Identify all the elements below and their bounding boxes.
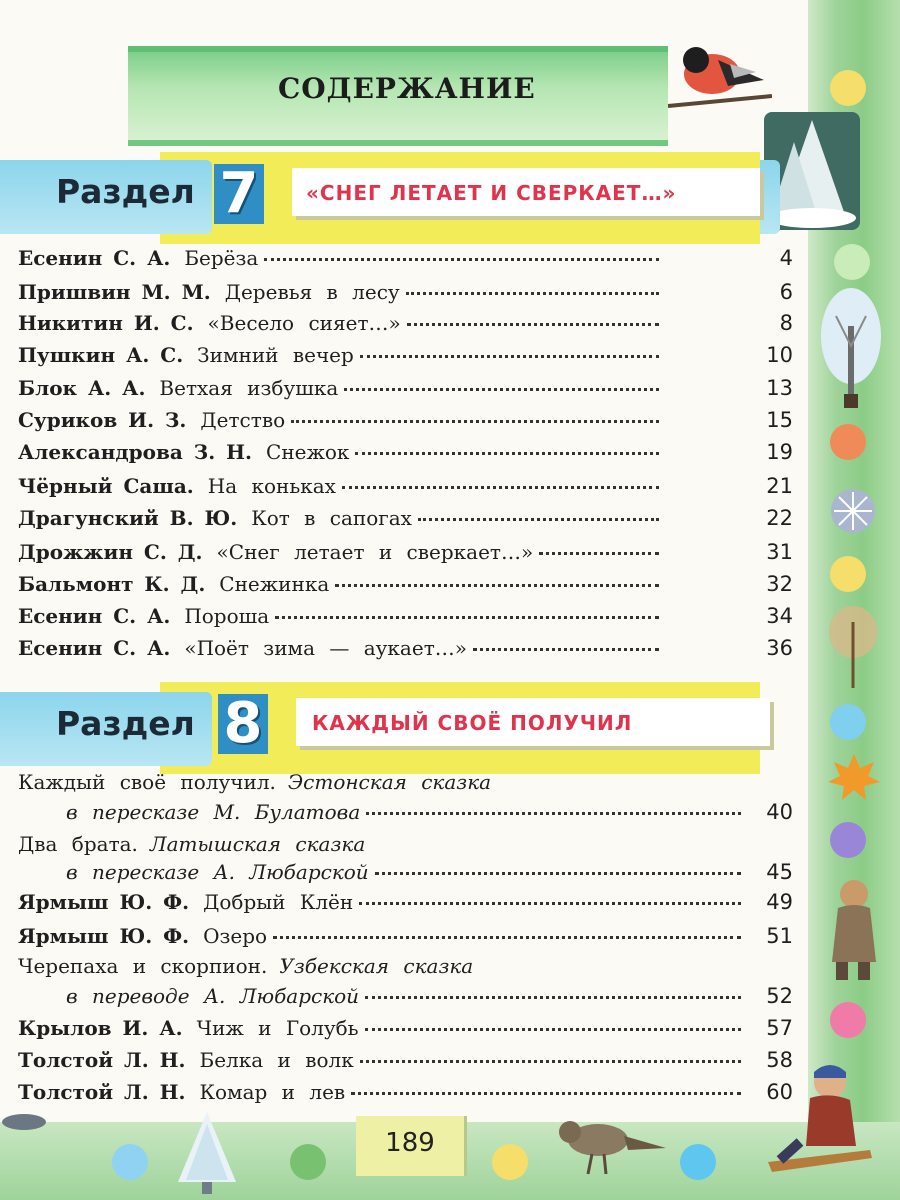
entry-title: Снежинка [219,572,330,596]
toc-entry[interactable] [18,954,793,984]
entry-page: 60 [766,1080,793,1104]
entry-title: Зимний вечер [197,343,354,367]
toc-entry[interactable] [18,832,793,862]
toc-entry[interactable] [18,506,793,536]
entry-author: Никитин И. С. [18,311,194,335]
toc-entry[interactable] [18,924,793,954]
entry-title: Комар и лев [199,1080,346,1104]
entry-title: Озеро [203,924,268,948]
moon-icon [0,1112,60,1182]
decor-dot-purple [830,822,866,858]
section-8-title: КАЖДЫЙ СВОЁ ПОЛУЧИЛ [312,711,633,735]
dot-leader [365,1028,741,1031]
entry-author: Толстой Л. Н. [18,1048,186,1072]
sled-boy-icon [760,1058,880,1188]
bare-tree-icon [826,602,880,688]
decor-dot-blue [112,1144,148,1180]
entry-author: Крылов И. А. [18,1016,183,1040]
toc-entry[interactable] [18,636,793,666]
entry-page: 8 [779,311,793,335]
entry-title: Пороша [184,604,270,628]
toc-entry[interactable] [18,1080,793,1110]
decor-dot-green [290,1144,326,1180]
decor-dot-blue [830,704,866,740]
snowflake-icon [830,488,876,534]
entry-page: 32 [766,572,793,596]
toc-entry[interactable] [18,572,793,602]
entry-page: 40 [766,800,793,824]
toc-entry[interactable] [18,604,793,634]
toc-entry[interactable] [18,311,793,341]
entry-page: 52 [766,984,793,1008]
dot-leader [406,292,659,295]
entry-title: Снежок [266,440,350,464]
entry-author: Есенин С. А. [18,246,171,270]
entry-author: Суриков И. З. [18,408,187,432]
dot-leader [275,616,659,619]
decor-dot-yellow [830,556,866,592]
dot-leader [355,452,659,455]
entry-title: Детство [200,408,286,432]
entry-page: 10 [766,343,793,367]
toc-entry[interactable] [18,890,793,920]
toc-entry[interactable] [18,376,793,406]
decor-dot-blue [680,1144,716,1180]
entry-title: На коньках [207,474,336,498]
entry-page: 4 [779,246,793,270]
dot-leader [335,584,659,587]
decor-dot-yellow [830,70,866,106]
entry-title: Белка и волк [199,1048,354,1072]
toc-entry-continued[interactable] [18,800,793,830]
entry-title: Деревья в лесу [224,280,400,304]
entry-title: Черепаха и скорпион. [18,954,268,978]
toc-entry[interactable] [18,540,793,570]
toc-entry[interactable] [18,246,793,276]
entry-page: 31 [766,540,793,564]
entry-author: Дрожжин С. Д. [18,540,203,564]
decor-dot-green [834,244,870,280]
entry-author: Есенин С. А. [18,636,171,660]
decor-dot-orange [830,424,866,460]
dot-leader [264,258,659,261]
section-8-label: Раздел [56,704,195,743]
bullfinch-icon [668,40,772,114]
toc-entry[interactable] [18,770,793,800]
entry-page: 57 [766,1016,793,1040]
birch-tree-icon [818,286,884,410]
entry-title: Чиж и Голубь [196,1016,359,1040]
toc-entry[interactable] [18,440,793,470]
entry-genre: Эстонская сказка [287,770,492,794]
entry-subline: в переводе А. Любарской [66,984,360,1008]
section-8-number: 8 [218,694,268,754]
entry-author: Чёрный Саша. [18,474,194,498]
entry-title: Берёза [184,246,259,270]
dot-leader [360,355,659,358]
section-7-label: Раздел [56,172,195,211]
dot-leader [365,996,741,999]
fir-tree-icon [170,1110,244,1196]
entry-author: Пришвин М. М. [18,280,211,304]
entry-page: 13 [766,376,793,400]
page-number: 189 [385,1128,435,1158]
entry-title: Кот в сапогах [251,506,412,530]
entry-author: Есенин С. А. [18,604,171,628]
dot-leader [344,388,659,391]
section-7-title: «СНЕГ ЛЕТАЕТ И СВЕРКАЕТ…» [306,181,677,205]
entry-title: Два брата. [18,832,138,856]
toc-entry[interactable] [18,1016,793,1046]
page-title: СОДЕРЖАНИЕ [278,72,536,105]
entry-title: «Поёт зима — аукает…» [184,636,467,660]
maple-leaf-icon [826,752,882,804]
entry-author: Бальмонт К. Д. [18,572,206,596]
entry-page: 6 [779,280,793,304]
old-man-icon [818,872,888,982]
toc-entry-continued[interactable] [18,860,793,890]
entry-author: Драгунский В. Ю. [18,506,238,530]
dot-leader [375,872,741,875]
decor-dot-yellow [492,1144,528,1180]
entry-subline: в пересказе М. Булатова [66,800,361,824]
entry-page: 21 [766,474,793,498]
entry-author: Ярмыш Ю. Ф. [18,924,190,948]
dot-leader [273,936,741,939]
entry-title: «Снег летает и сверкает…» [216,540,534,564]
decor-dot-pink [830,1002,866,1038]
toc-entry-continued[interactable] [18,984,793,1014]
dot-leader [539,552,659,555]
entry-page: 45 [766,860,793,884]
dot-leader [407,323,659,326]
entry-title: Добрый Клён [203,890,354,914]
toc-entry[interactable] [18,408,793,438]
entry-author: Александрова З. Н. [18,440,253,464]
thrush-bird-icon [548,1108,668,1178]
entry-title: «Весело сияет…» [207,311,401,335]
entry-page: 19 [766,440,793,464]
toc-entry[interactable] [18,1048,793,1078]
entry-page: 51 [766,924,793,948]
dot-leader [366,812,741,815]
entry-page: 49 [766,890,793,914]
dot-leader [342,486,659,489]
toc-entry[interactable] [18,343,793,373]
entry-title: Каждый своё получил. [18,770,276,794]
toc-entry[interactable] [18,280,793,310]
dot-leader [473,648,659,651]
entry-page: 22 [766,506,793,530]
dot-leader [291,420,659,423]
section-7-number: 7 [214,164,264,224]
entry-page: 36 [766,636,793,660]
entry-page: 58 [766,1048,793,1072]
entry-author: Толстой Л. Н. [18,1080,186,1104]
entry-genre: Узбекская сказка [279,954,474,978]
dot-leader [359,902,741,905]
entry-title: Ветхая избушка [159,376,339,400]
dot-leader [418,518,659,521]
entry-author: Блок А. А. [18,376,146,400]
entry-page: 15 [766,408,793,432]
dot-leader [360,1060,741,1063]
dot-leader [351,1092,741,1095]
toc-entry[interactable] [18,474,793,504]
entry-page: 34 [766,604,793,628]
entry-author: Ярмыш Ю. Ф. [18,890,190,914]
entry-author: Пушкин А. С. [18,343,184,367]
entry-genre: Латышская сказка [149,832,366,856]
entry-subline: в пересказе А. Любарской [66,860,369,884]
